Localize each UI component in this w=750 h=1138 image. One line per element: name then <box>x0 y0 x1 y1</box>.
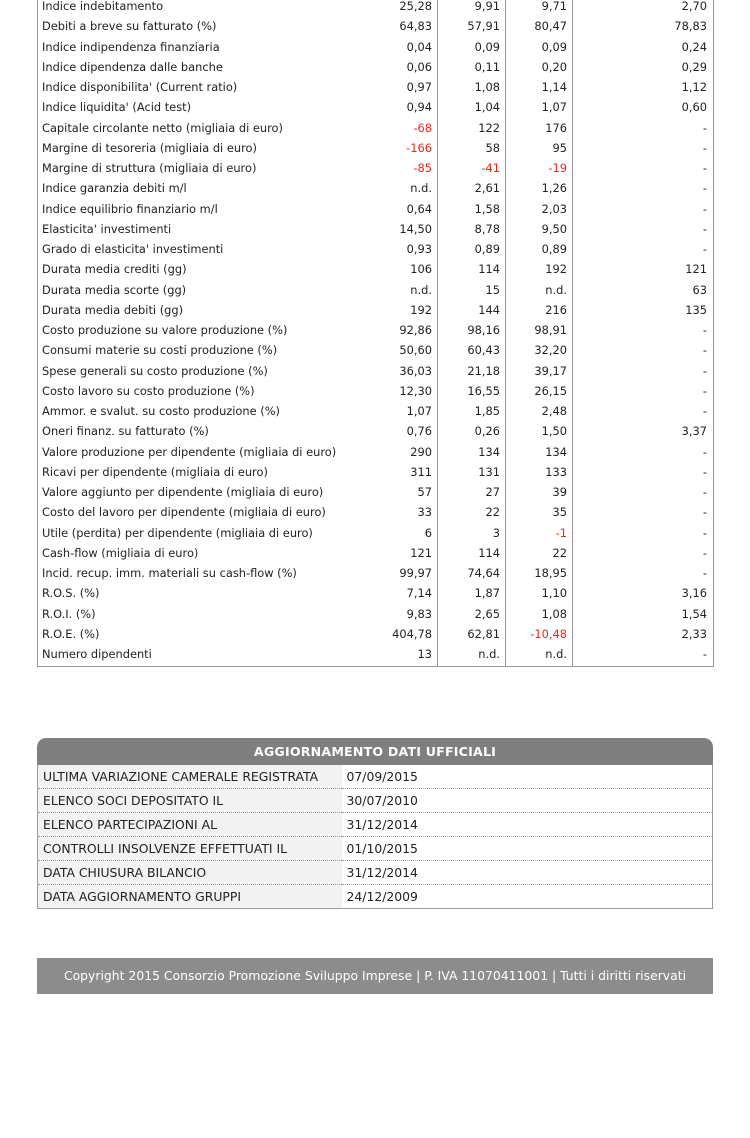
indicator-row <box>38 138 714 158</box>
indicators-table <box>37 0 714 667</box>
indicator-value-col4: 78,83 <box>573 16 714 36</box>
indicator-value-col1: 0,94 <box>344 97 438 117</box>
indicator-value-col1: 9,83 <box>344 604 438 624</box>
update-value: 31/12/2014 <box>342 813 713 837</box>
indicator-value-col3: 216 <box>506 300 573 320</box>
indicator-label: Indice equilibrio finanziario m/l <box>38 199 344 219</box>
indicator-row <box>38 37 714 57</box>
indicator-value-col1: 12,30 <box>344 381 438 401</box>
indicator-value-col4: 1,54 <box>573 604 714 624</box>
indicator-value-col1: 121 <box>344 543 438 563</box>
indicator-value-col1: 6 <box>344 523 438 543</box>
indicator-label: R.O.I. (%) <box>38 604 344 624</box>
update-value: 24/12/2009 <box>342 885 713 909</box>
indicator-value-col2: 144 <box>438 300 506 320</box>
update-row <box>38 861 713 885</box>
indicator-row <box>38 442 714 462</box>
indicator-value-col1: 50,60 <box>344 340 438 360</box>
indicator-label: Consumi materie su costi produzione (%) <box>38 340 344 360</box>
indicator-value-col4: - <box>573 320 714 340</box>
indicator-value-col2: 16,55 <box>438 381 506 401</box>
indicator-label: Oneri finanz. su fatturato (%) <box>38 421 344 441</box>
indicator-value-col3: 1,07 <box>506 97 573 117</box>
indicator-value-col4: - <box>573 523 714 543</box>
indicator-label: Ricavi per dipendente (migliaia di euro) <box>38 462 344 482</box>
indicator-value-col2: 58 <box>438 138 506 158</box>
indicator-value-col2: 0,11 <box>438 57 506 77</box>
indicator-value-col3: 95 <box>506 138 573 158</box>
indicator-value-col4: - <box>573 482 714 502</box>
update-label: CONTROLLI INSOLVENZE EFFETTUATI IL <box>38 837 342 861</box>
indicator-value-col3: 133 <box>506 462 573 482</box>
indicators-table-body <box>38 0 714 667</box>
indicator-value-col3: 1,10 <box>506 583 573 603</box>
indicator-label: Numero dipendenti <box>38 644 344 667</box>
indicator-value-col4: - <box>573 543 714 563</box>
indicator-value-col3: 9,50 <box>506 219 573 239</box>
indicator-value-col4: - <box>573 401 714 421</box>
indicator-value-col3: 80,47 <box>506 16 573 36</box>
indicator-row <box>38 199 714 219</box>
indicator-row <box>38 583 714 603</box>
indicator-value-col3: 192 <box>506 259 573 279</box>
indicator-value-col1: 14,50 <box>344 219 438 239</box>
update-row <box>38 765 713 789</box>
indicator-value-col3: 1,08 <box>506 604 573 624</box>
indicator-label: Durata media crediti (gg) <box>38 259 344 279</box>
indicator-row <box>38 421 714 441</box>
indicator-row <box>38 219 714 239</box>
indicator-row <box>38 482 714 502</box>
indicator-value-col2: 27 <box>438 482 506 502</box>
indicator-value-col2: 3 <box>438 523 506 543</box>
update-row <box>38 789 713 813</box>
footer <box>37 958 713 994</box>
indicator-value-col1: 192 <box>344 300 438 320</box>
indicator-value-col2: 1,04 <box>438 97 506 117</box>
indicator-value-col3: 1,50 <box>506 421 573 441</box>
indicator-label: Incid. recup. imm. materiali su cash-flow (%) <box>38 563 344 583</box>
indicator-value-col2: 98,16 <box>438 320 506 340</box>
indicator-value-col3: 39,17 <box>506 361 573 381</box>
update-row <box>38 813 713 837</box>
indicator-value-col4: - <box>573 219 714 239</box>
indicator-value-col1: 0,93 <box>344 239 438 259</box>
indicator-label: Utile (perdita) per dipendente (migliaia di euro) <box>38 523 344 543</box>
indicator-value-col2: 1,58 <box>438 199 506 219</box>
indicator-label: Durata media debiti (gg) <box>38 300 344 320</box>
indicator-value-col2: 0,89 <box>438 239 506 259</box>
indicator-value-col3: 176 <box>506 118 573 138</box>
indicator-row <box>38 0 714 16</box>
indicator-value-col3: 22 <box>506 543 573 563</box>
indicator-row <box>38 543 714 563</box>
indicator-value-col4: 3,16 <box>573 583 714 603</box>
indicator-value-col4: - <box>573 361 714 381</box>
indicator-value-col1: 0,97 <box>344 77 438 97</box>
indicator-value-col4: - <box>573 118 714 138</box>
indicator-value-col4: 0,60 <box>573 97 714 117</box>
indicator-value-col3: 32,20 <box>506 340 573 360</box>
indicator-label: Margine di tesoreria (migliaia di euro) <box>38 138 344 158</box>
indicator-value-col1: 64,83 <box>344 16 438 36</box>
indicator-row <box>38 239 714 259</box>
indicator-row <box>38 644 714 667</box>
indicator-value-col2: 2,65 <box>438 604 506 624</box>
update-label: ELENCO SOCI DEPOSITATO IL <box>38 789 342 813</box>
indicator-label: Ammor. e svalut. su costo produzione (%) <box>38 401 344 421</box>
indicator-row <box>38 340 714 360</box>
indicator-value-col3: 1,26 <box>506 178 573 198</box>
indicator-value-col4: - <box>573 442 714 462</box>
indicator-row <box>38 563 714 583</box>
copyright-text: Copyright 2015 Consorzio Promozione Sviluppo Imprese | P. IVA 11070411001 | Tutti i diritti riservati <box>63 968 687 983</box>
indicator-value-col1: 13 <box>344 644 438 667</box>
indicator-value-col1: 25,28 <box>344 0 438 16</box>
indicator-value-col4: 135 <box>573 300 714 320</box>
indicator-label: Elasticita' investimenti <box>38 219 344 239</box>
update-row <box>38 837 713 861</box>
indicator-value-col2: 57,91 <box>438 16 506 36</box>
indicator-value-col4: - <box>573 340 714 360</box>
indicator-label: Spese generali su costo produzione (%) <box>38 361 344 381</box>
indicator-value-col4: 2,70 <box>573 0 714 16</box>
indicator-label: Cash-flow (migliaia di euro) <box>38 543 344 563</box>
update-row <box>38 885 713 909</box>
indicator-value-col4: 121 <box>573 259 714 279</box>
indicator-value-col2: 0,09 <box>438 37 506 57</box>
indicator-value-col1: n.d. <box>344 178 438 198</box>
indicator-row <box>38 77 714 97</box>
indicator-value-col1: 92,86 <box>344 320 438 340</box>
indicator-value-col2: 1,87 <box>438 583 506 603</box>
indicator-value-col3: 35 <box>506 502 573 522</box>
indicator-label: Indice garanzia debiti m/l <box>38 178 344 198</box>
update-table <box>37 765 713 909</box>
indicator-value-col2: 62,81 <box>438 624 506 644</box>
indicator-value-col4: - <box>573 158 714 178</box>
indicator-label: Margine di struttura (migliaia di euro) <box>38 158 344 178</box>
indicator-row <box>38 259 714 279</box>
indicator-label: Costo lavoro su costo produzione (%) <box>38 381 344 401</box>
indicator-value-col2: 21,18 <box>438 361 506 381</box>
indicator-label: Indice indipendenza finanziaria <box>38 37 344 57</box>
indicator-label: Durata media scorte (gg) <box>38 280 344 300</box>
update-label: ELENCO PARTECIPAZIONI AL <box>38 813 342 837</box>
indicator-value-col4: - <box>573 138 714 158</box>
indicator-value-col1: 7,14 <box>344 583 438 603</box>
indicator-value-col2: 131 <box>438 462 506 482</box>
indicator-value-col3: 18,95 <box>506 563 573 583</box>
indicator-label: Costo del lavoro per dipendente (migliaia di euro) <box>38 502 344 522</box>
indicator-value-col2: n.d. <box>438 644 506 667</box>
indicator-value-col2: 15 <box>438 280 506 300</box>
indicator-value-col1: -85 <box>344 158 438 178</box>
indicators-panel <box>37 0 713 667</box>
indicator-value-col4: 1,12 <box>573 77 714 97</box>
indicator-label: R.O.E. (%) <box>38 624 344 644</box>
indicator-value-col4: - <box>573 239 714 259</box>
indicator-value-col3: -10,48 <box>506 624 573 644</box>
update-value: 07/09/2015 <box>342 765 713 789</box>
indicator-value-col2: -41 <box>438 158 506 178</box>
indicator-row <box>38 97 714 117</box>
indicator-value-col2: 114 <box>438 543 506 563</box>
indicator-row <box>38 624 714 644</box>
update-label: DATA CHIUSURA BILANCIO <box>38 861 342 885</box>
indicator-value-col1: -166 <box>344 138 438 158</box>
indicator-row <box>38 361 714 381</box>
indicator-value-col4: 2,33 <box>573 624 714 644</box>
indicator-value-col3: -19 <box>506 158 573 178</box>
indicator-label: Costo produzione su valore produzione (%) <box>38 320 344 340</box>
update-label: ULTIMA VARIAZIONE CAMERALE REGISTRATA <box>38 765 342 789</box>
indicator-row <box>38 300 714 320</box>
indicator-value-col2: 8,78 <box>438 219 506 239</box>
indicator-value-col2: 9,91 <box>438 0 506 16</box>
update-value: 31/12/2014 <box>342 861 713 885</box>
indicator-value-col4: 0,29 <box>573 57 714 77</box>
indicator-value-col1: 0,76 <box>344 421 438 441</box>
indicator-row <box>38 523 714 543</box>
indicator-value-col2: 22 <box>438 502 506 522</box>
indicator-value-col3: 26,15 <box>506 381 573 401</box>
indicator-row <box>38 158 714 178</box>
indicator-label: Valore aggiunto per dipendente (migliaia di euro) <box>38 482 344 502</box>
indicator-value-col1: 99,97 <box>344 563 438 583</box>
indicator-row <box>38 462 714 482</box>
update-label: DATA AGGIORNAMENTO GRUPPI <box>38 885 342 909</box>
indicator-value-col3: 0,89 <box>506 239 573 259</box>
indicator-value-col4: - <box>573 502 714 522</box>
update-panel-title: AGGIORNAMENTO DATI UFFICIALI <box>37 738 713 765</box>
indicator-value-col4: 3,37 <box>573 421 714 441</box>
indicator-value-col2: 122 <box>438 118 506 138</box>
indicator-value-col4: - <box>573 644 714 667</box>
indicator-label: Indice indebitamento <box>38 0 344 16</box>
indicator-value-col3: 0,20 <box>506 57 573 77</box>
indicator-value-col1: -68 <box>344 118 438 138</box>
indicator-row <box>38 381 714 401</box>
indicator-value-col1: 311 <box>344 462 438 482</box>
indicator-value-col1: 0,06 <box>344 57 438 77</box>
indicator-value-col3: 2,48 <box>506 401 573 421</box>
indicator-value-col4: - <box>573 462 714 482</box>
indicator-value-col2: 1,08 <box>438 77 506 97</box>
indicator-value-col2: 74,64 <box>438 563 506 583</box>
indicator-value-col1: 33 <box>344 502 438 522</box>
indicator-value-col4: - <box>573 381 714 401</box>
indicator-value-col1: 106 <box>344 259 438 279</box>
update-value: 30/07/2010 <box>342 789 713 813</box>
indicator-value-col4: - <box>573 178 714 198</box>
indicator-label: Indice dipendenza dalle banche <box>38 57 344 77</box>
indicator-value-col3: 1,14 <box>506 77 573 97</box>
indicator-value-col4: 0,24 <box>573 37 714 57</box>
indicator-value-col1: n.d. <box>344 280 438 300</box>
indicator-label: Valore produzione per dipendente (migliaia di euro) <box>38 442 344 462</box>
indicator-value-col1: 404,78 <box>344 624 438 644</box>
indicator-label: R.O.S. (%) <box>38 583 344 603</box>
update-value: 01/10/2015 <box>342 837 713 861</box>
indicator-row <box>38 401 714 421</box>
indicator-value-col2: 2,61 <box>438 178 506 198</box>
indicator-value-col1: 36,03 <box>344 361 438 381</box>
indicator-value-col2: 134 <box>438 442 506 462</box>
official-data-update-panel <box>37 738 713 909</box>
indicator-value-col2: 114 <box>438 259 506 279</box>
indicator-value-col3: 134 <box>506 442 573 462</box>
indicator-value-col3: 2,03 <box>506 199 573 219</box>
indicator-value-col1: 290 <box>344 442 438 462</box>
indicator-row <box>38 604 714 624</box>
indicator-row <box>38 178 714 198</box>
indicator-value-col3: 9,71 <box>506 0 573 16</box>
indicator-row <box>38 16 714 36</box>
indicator-value-col1: 1,07 <box>344 401 438 421</box>
indicator-row <box>38 280 714 300</box>
indicator-label: Indice liquidita' (Acid test) <box>38 97 344 117</box>
indicator-value-col3: 39 <box>506 482 573 502</box>
indicator-value-col3: n.d. <box>506 280 573 300</box>
indicator-value-col4: 63 <box>573 280 714 300</box>
indicator-value-col4: - <box>573 563 714 583</box>
indicator-value-col1: 57 <box>344 482 438 502</box>
indicator-value-col1: 0,04 <box>344 37 438 57</box>
indicator-value-col2: 0,26 <box>438 421 506 441</box>
indicator-value-col3: n.d. <box>506 644 573 667</box>
indicator-value-col2: 60,43 <box>438 340 506 360</box>
indicator-value-col2: 1,85 <box>438 401 506 421</box>
indicator-row <box>38 57 714 77</box>
indicator-label: Indice disponibilita' (Current ratio) <box>38 77 344 97</box>
indicator-row <box>38 320 714 340</box>
indicator-row <box>38 502 714 522</box>
update-table-body <box>38 765 713 909</box>
indicator-value-col3: -1 <box>506 523 573 543</box>
indicator-row <box>38 118 714 138</box>
indicator-label: Capitale circolante netto (migliaia di euro) <box>38 118 344 138</box>
indicator-value-col3: 0,09 <box>506 37 573 57</box>
indicator-value-col4: - <box>573 199 714 219</box>
indicator-label: Debiti a breve su fatturato (%) <box>38 16 344 36</box>
indicator-value-col3: 98,91 <box>506 320 573 340</box>
indicator-label: Grado di elasticita' investimenti <box>38 239 344 259</box>
indicator-value-col1: 0,64 <box>344 199 438 219</box>
